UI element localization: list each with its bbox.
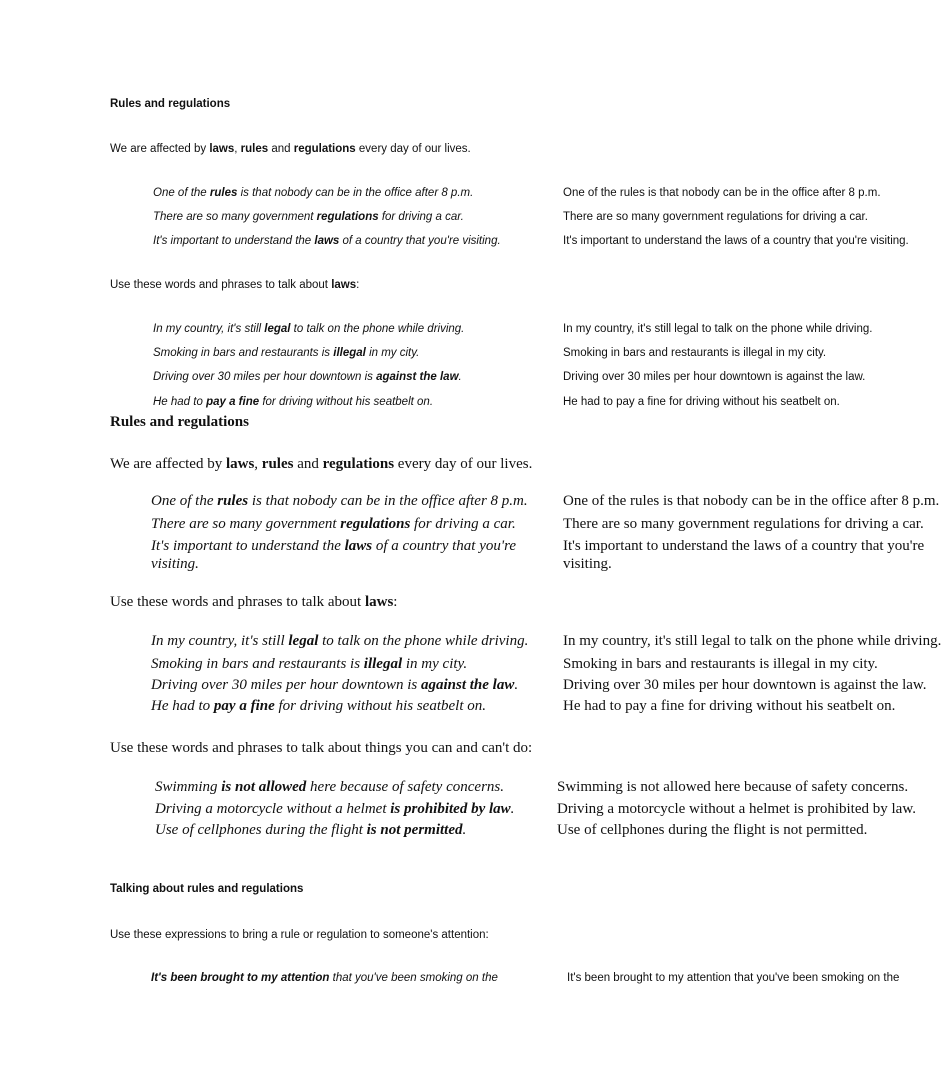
block1-title: Rules and regulations [110, 98, 231, 110]
block2-title: Rules and regulations [110, 414, 249, 430]
block2-intro: We are affected by laws, rules and regulations every day of our lives. [110, 456, 533, 472]
block1-intro: We are affected by laws, rules and regulations every day of our lives. [110, 143, 471, 155]
block1-plain-example-1: One of the rules is that nobody can be in the office after 8 p.m. [563, 187, 881, 199]
block2-plain-law-1: In my country, it's still legal to talk on the phone while driving. [563, 633, 941, 649]
block2-example-1: One of the rules is that nobody can be in the office after 8 p.m. [151, 493, 528, 509]
block2-law-2: Smoking in bars and restaurants is illegal in my city. [151, 656, 468, 672]
block1-law-1: In my country, it's still legal to talk on the phone while driving. [153, 323, 465, 335]
block2-plain-example-3: It's important to understand the laws of a country that you're [563, 538, 925, 554]
block1-plain-law-1: In my country, it's still legal to talk on the phone while driving. [563, 323, 873, 335]
block2-cando-2: Driving a motorcycle without a helmet is prohibited by law. [155, 801, 515, 817]
block2-law-1: In my country, it's still legal to talk on the phone while driving. [151, 633, 529, 649]
block2-law-4: He had to pay a fine for driving without his seatbelt on. [151, 698, 487, 714]
block1-example-1: One of the rules is that nobody can be in the office after 8 p.m. [153, 187, 474, 199]
block2-example-3-cont: visiting. [151, 556, 199, 572]
block1-plain-law-3: Driving over 30 miles per hour downtown is against the law. [563, 371, 866, 383]
block1-law-4: He had to pay a fine for driving without his seatbelt on. [153, 396, 434, 408]
block1-plain-example-2: There are so many government regulations for driving a car. [563, 211, 868, 223]
block3-intro: Use these expressions to bring a rule or regulation to someone's attention: [110, 929, 489, 941]
block2-example-2: There are so many government regulations for driving a car. [151, 516, 516, 532]
block3-example: It's been brought to my attention that you've been smoking on the [151, 972, 498, 984]
block2-example-3: It's important to understand the laws of a country that you're [151, 538, 517, 554]
block1-plain-law-4: He had to pay a fine for driving without his seatbelt on. [563, 396, 840, 408]
block1-example-3: It's important to understand the laws of a country that you're visiting. [153, 235, 501, 247]
block2-plain-example-1: One of the rules is that nobody can be in the office after 8 p.m. [563, 493, 940, 509]
block1-law-3: Driving over 30 miles per hour downtown is against the law. [153, 371, 462, 383]
block2-plain-cando-3: Use of cellphones during the flight is not permitted. [557, 822, 868, 838]
block2-plain-law-2: Smoking in bars and restaurants is illegal in my city. [563, 656, 878, 672]
block3-title: Talking about rules and regulations [110, 883, 304, 895]
block2-law-3: Driving over 30 miles per hour downtown is against the law. [151, 677, 519, 693]
block2-cando-1: Swimming is not allowed here because of safety concerns. [155, 779, 504, 795]
block3-plain-example: It's been brought to my attention that you've been smoking on the [567, 972, 900, 984]
block2-cando-3: Use of cellphones during the flight is not permitted. [155, 822, 467, 838]
block2-cando-intro: Use these words and phrases to talk about things you can and can't do: [110, 740, 533, 756]
block1-plain-law-2: Smoking in bars and restaurants is illegal in my city. [563, 347, 827, 359]
block2-laws-intro: Use these words and phrases to talk about laws: [110, 594, 398, 610]
block2-plain-example-2: There are so many government regulations for driving a car. [563, 516, 924, 532]
block2-plain-cando-2: Driving a motorcycle without a helmet is prohibited by law. [557, 801, 916, 817]
block2-plain-law-4: He had to pay a fine for driving without his seatbelt on. [563, 698, 896, 714]
block1-plain-example-3: It's important to understand the laws of a country that you're visiting. [563, 235, 909, 247]
block1-law-2: Smoking in bars and restaurants is illegal in my city. [153, 347, 420, 359]
block2-plain-law-3: Driving over 30 miles per hour downtown is against the law. [563, 677, 927, 693]
block2-plain-example-3-cont: visiting. [563, 556, 612, 572]
block1-laws-intro: Use these words and phrases to talk about laws: [110, 279, 360, 291]
block1-example-2: There are so many government regulations for driving a car. [153, 211, 464, 223]
block2-plain-cando-1: Swimming is not allowed here because of safety concerns. [557, 779, 909, 795]
